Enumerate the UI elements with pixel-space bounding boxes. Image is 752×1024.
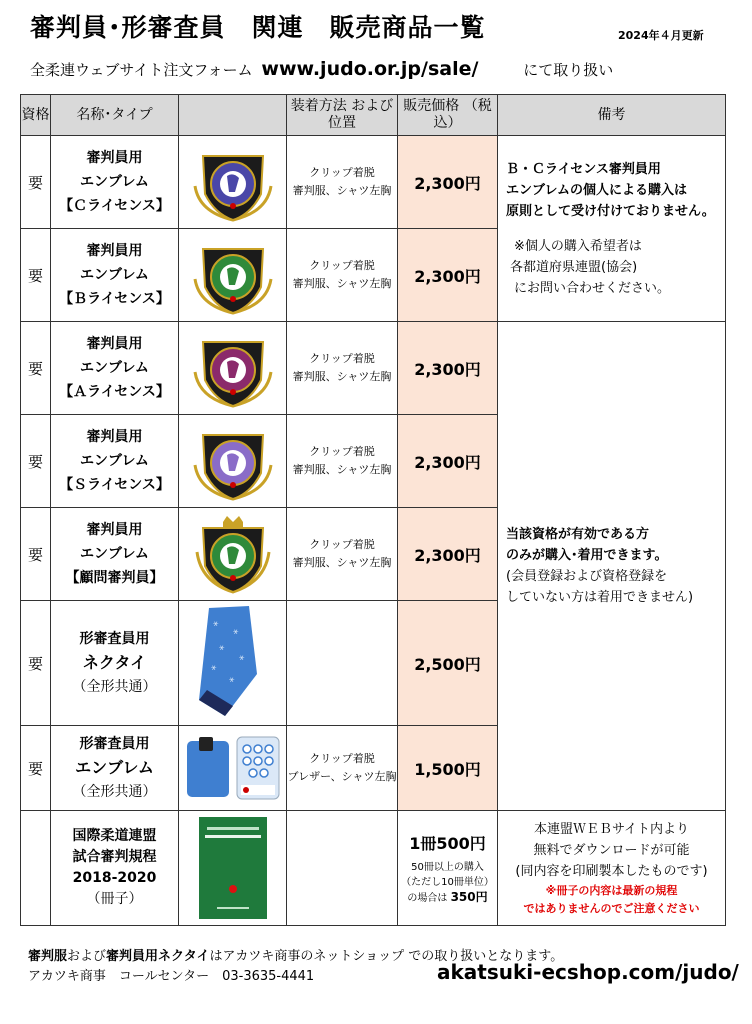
product-name-line: 審判員用 xyxy=(86,150,143,166)
note-line: にお問い合わせください。 xyxy=(514,280,671,296)
table-row xyxy=(21,136,726,229)
bulk-label: の場合は xyxy=(407,892,448,904)
product-image-cell xyxy=(179,601,287,726)
col-header-notes: 備考 xyxy=(498,95,726,136)
note-line: していない方は着用できません) xyxy=(506,590,694,605)
product-name xyxy=(51,726,179,811)
price-cell: 2,300円 xyxy=(398,415,498,508)
product-name-line: 審判員用 xyxy=(86,336,143,352)
price-cell: 2,300円 xyxy=(398,508,498,601)
mount-cell xyxy=(287,415,398,508)
mount-method: クリップ着脱 xyxy=(309,752,375,765)
product-name xyxy=(51,508,179,601)
price-cell xyxy=(398,811,498,926)
footer-part: はアカツキ商事のネットショップ での取り扱いとなります。 xyxy=(209,949,564,964)
bulk-line xyxy=(398,890,497,906)
mount-position: ブレザー、シャツ左胸 xyxy=(287,770,397,783)
product-name-line: 【Ａライセンス】 xyxy=(59,384,170,400)
mount-position: 審判服、シャツ左胸 xyxy=(292,277,392,290)
note-line: Ｂ・Ｃライセンス審判員用 xyxy=(506,161,661,177)
note-line: ※個人の購入希望者は xyxy=(514,238,642,254)
product-name-line: 審判員用 xyxy=(86,243,143,259)
notes-valid-qualification xyxy=(498,322,726,811)
product-name-line: エンブレム xyxy=(80,174,149,190)
product-image-cell xyxy=(179,322,287,415)
requirement-cell: 要 xyxy=(21,726,51,811)
price-cell: 1,500円 xyxy=(398,726,498,811)
product-name-line: （全形共通） xyxy=(72,679,157,695)
note-line: 各都道府県連盟(協会) xyxy=(510,259,638,275)
table-row xyxy=(21,322,726,415)
updated-date: 2024年４月更新 xyxy=(618,29,704,42)
product-name-line: 【Ｓライセンス】 xyxy=(59,477,170,493)
product-name-line: 2018-2020 xyxy=(72,870,157,886)
notes-rulebook xyxy=(498,811,726,926)
product-image-cell xyxy=(179,136,287,229)
product-name xyxy=(51,322,179,415)
product-name-line: 【Ｃライセンス】 xyxy=(59,198,170,214)
product-image-cell xyxy=(179,508,287,601)
price-value: 1冊500円 xyxy=(409,833,486,853)
mount-method: クリップ着脱 xyxy=(309,166,375,179)
product-name-line: エンブレム xyxy=(80,453,149,469)
emblem-badge-icon xyxy=(191,419,275,503)
note-line: (会員登録および資格登録を xyxy=(506,569,668,584)
mount-cell xyxy=(287,811,398,926)
handling-text: にて取り扱い xyxy=(523,61,614,79)
col-header-image xyxy=(179,95,287,136)
requirement-cell: 要 xyxy=(21,322,51,415)
mount-method: クリップ着脱 xyxy=(309,538,375,551)
note-warning: ※冊子の内容は最新の規程 xyxy=(545,883,678,897)
product-name-line: 審判員用 xyxy=(86,522,143,538)
product-name-line: 形審査員用 xyxy=(79,631,150,647)
note-line: 当該資格が有効である方 xyxy=(506,527,650,542)
footer-part: 審判員用ネクタイ xyxy=(106,949,210,964)
footer-part: および xyxy=(67,949,107,964)
product-name-line: 【顧問審判員】 xyxy=(65,570,164,586)
product-name xyxy=(51,601,179,726)
mount-method: クリップ着脱 xyxy=(309,445,375,458)
emblem-badge-icon xyxy=(191,233,275,317)
mount-cell xyxy=(287,322,398,415)
product-name-line: 形審査員用 xyxy=(79,736,150,752)
mount-position: 審判服、シャツ左胸 xyxy=(292,556,392,569)
price-cell: 2,300円 xyxy=(398,229,498,322)
note-line: 原則として受け付けておりません。 xyxy=(506,203,715,219)
product-name-line: ネクタイ xyxy=(82,653,147,672)
svg-text:⚹: ⚹ xyxy=(232,627,238,637)
mount-method: クリップ着脱 xyxy=(309,259,375,272)
product-name-line: 試合審判規程 xyxy=(72,849,157,865)
product-name-line: 【Ｂライセンス】 xyxy=(59,291,170,307)
mount-cell xyxy=(287,726,398,811)
product-image-cell xyxy=(179,811,287,926)
note-warning: ではありませんのでご注意ください xyxy=(523,901,700,915)
rulebook-icon xyxy=(195,815,271,921)
mount-cell xyxy=(287,229,398,322)
price-cell: 2,300円 xyxy=(398,322,498,415)
svg-text:⚹: ⚹ xyxy=(218,643,224,653)
mount-position: 審判服、シャツ左胸 xyxy=(292,370,392,383)
col-header-mount: 装着方法 および位置 xyxy=(287,95,398,136)
notes-bc-license xyxy=(498,136,726,322)
product-name-line: エンブレム xyxy=(75,758,154,777)
requirement-cell: 要 xyxy=(21,508,51,601)
emblem-badge-icon xyxy=(191,140,275,224)
product-image-cell xyxy=(179,229,287,322)
bulk-price-note xyxy=(398,860,497,906)
product-name-line: （冊子） xyxy=(86,891,143,907)
order-line xyxy=(30,58,613,80)
product-name-line: エンブレム xyxy=(80,267,149,283)
product-name-line: （全形共通） xyxy=(72,784,157,800)
advisor-emblem-icon xyxy=(191,512,275,596)
product-name-line: エンブレム xyxy=(80,360,149,376)
note-line: のみが購入･着用できます。 xyxy=(506,548,668,563)
mount-position: 審判服、シャツ左胸 xyxy=(292,463,392,476)
requirement-cell: 要 xyxy=(21,136,51,229)
mount-cell xyxy=(287,508,398,601)
necktie-icon xyxy=(195,604,271,722)
product-name xyxy=(51,229,179,322)
product-image-cell xyxy=(179,415,287,508)
product-name-line: 国際柔道連盟 xyxy=(72,828,157,844)
page-title: 審判員･形審査員 関連 販売商品一覧 xyxy=(30,13,486,42)
svg-text:⚹: ⚹ xyxy=(210,663,216,673)
requirement-cell: 要 xyxy=(21,601,51,726)
requirement-cell xyxy=(21,811,51,926)
bulk-line: （ただし10冊単位） xyxy=(401,876,494,888)
product-name-line: エンブレム xyxy=(80,546,149,562)
svg-text:⚹: ⚹ xyxy=(228,675,234,685)
product-name xyxy=(51,415,179,508)
table-header-row xyxy=(21,95,726,136)
product-table xyxy=(20,94,726,926)
col-header-name: 名称･タイプ xyxy=(51,95,179,136)
note-line: 本連盟ＷＥＢサイト内より xyxy=(533,821,690,837)
footer-contact: アカツキ商事 コールセンター 03-3635-4441 xyxy=(28,969,315,984)
mount-cell xyxy=(287,601,398,726)
price-cell: 2,500円 xyxy=(398,601,498,726)
emblem-badge-icon xyxy=(191,326,275,410)
order-url-link[interactable]: www.judo.or.jp/sale/ xyxy=(261,58,479,80)
bulk-line: 50冊以上の購入 xyxy=(411,861,484,873)
requirement-cell: 要 xyxy=(21,229,51,322)
mount-method: クリップ着脱 xyxy=(309,352,375,365)
mount-position: 審判服、シャツ左胸 xyxy=(292,184,392,197)
product-name xyxy=(51,136,179,229)
product-name-line: 審判員用 xyxy=(86,429,143,445)
mount-cell xyxy=(287,136,398,229)
price-cell: 2,300円 xyxy=(398,136,498,229)
col-header-price: 販売価格 （税込） xyxy=(398,95,498,136)
svg-text:⚹: ⚹ xyxy=(212,619,218,629)
order-label: 全柔連ウェブサイト注文フォーム xyxy=(30,61,253,79)
note-line: エンブレムの個人による購入は xyxy=(506,182,687,198)
bulk-price: 350円 xyxy=(450,889,488,904)
kata-emblem-icon xyxy=(183,733,283,803)
note-line: (同内容を印刷製本したものです) xyxy=(515,863,708,879)
shop-url-link[interactable]: akatsuki-ecshop.com/judo/ xyxy=(437,960,739,984)
requirement-cell: 要 xyxy=(21,415,51,508)
svg-text:⚹: ⚹ xyxy=(238,653,244,663)
footer-part: 審判服 xyxy=(28,949,68,964)
product-name xyxy=(51,811,179,926)
note-line: 無料でダウンロードが可能 xyxy=(533,842,690,858)
product-image-cell xyxy=(179,726,287,811)
table-row xyxy=(21,811,726,926)
col-header-qualification: 資格 xyxy=(21,95,51,136)
